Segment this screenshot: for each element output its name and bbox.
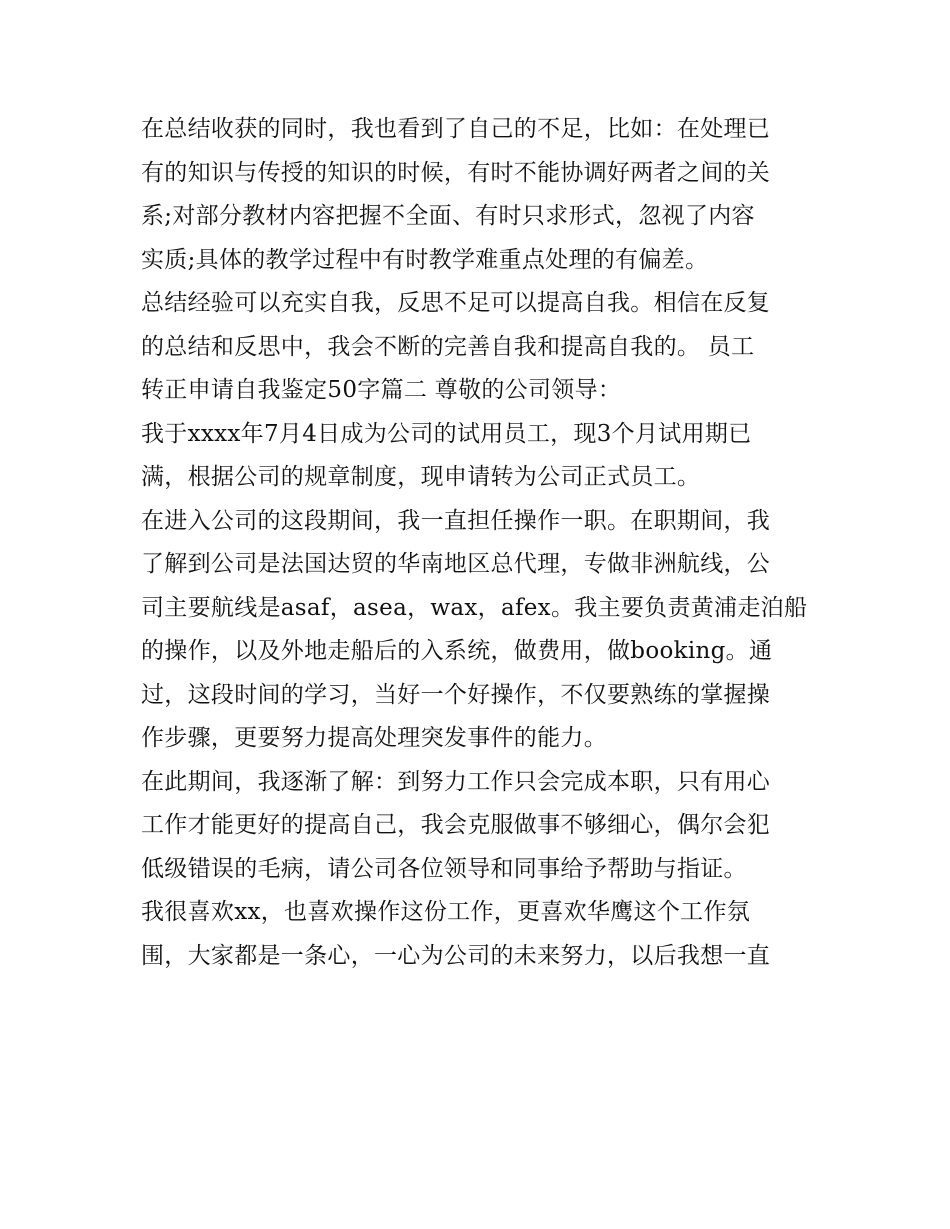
- text-line: 司主要航线是asaf，asea，wax，afex。我主要负责黄浦走泊船: [141, 594, 808, 621]
- text-line: 了解到公司是法国达贸的华南地区总代理，专做非洲航线，公: [141, 551, 771, 577]
- text-line: 满，根据公司的规章制度，现申请转为公司正式员工。: [141, 464, 701, 490]
- text-line: 的总结和反思中，我会不断的完善自我和提高自我的。 员工: [141, 333, 755, 360]
- text-line: 我很喜欢xx，也喜欢操作这份工作，更喜欢华鹰这个工作氛: [141, 899, 751, 925]
- text-line: 在此期间，我逐渐了解：到努力工作只会完成本职，只有用心: [141, 768, 771, 795]
- text-line: 系;对部分教材内容把握不全面、有时只求形式，忽视了内容: [141, 203, 755, 229]
- text-line: 的操作，以及外地走船后的入系统，做费用，做booking。通: [141, 638, 773, 664]
- text-line: 我于xxxx年7月4日成为公司的试用员工，现3个月试用期已: [141, 420, 752, 447]
- text-line: 低级错误的毛病，请公司各位领导和同事给予帮助与指证。: [141, 855, 747, 882]
- text-line: 在总结收获的同时，我也看到了自己的不足，比如：在处理已: [141, 116, 771, 142]
- text-line: 围，大家都是一条心，一心为公司的未来努力，以后我想一直: [141, 942, 771, 969]
- text-line: 在进入公司的这段期间，我一直担任操作一职。在职期间，我: [141, 507, 771, 534]
- text-line: 有的知识与传授的知识的时候，有时不能协调好两者之间的关: [141, 159, 771, 186]
- text-line: 转正申请自我鉴定50字篇二 尊敬的公司领导：: [141, 377, 622, 403]
- text-line: 实质;具体的教学过程中有时教学难重点处理的有偏差。: [141, 246, 709, 273]
- text-line: 过，这段时间的学习，当好一个好操作，不仅要熟练的掌握操: [141, 681, 771, 708]
- text-line: 总结经验可以充实自我，反思不足可以提高自我。相信在反复: [141, 290, 771, 316]
- text-line: 工作才能更好的提高自己，我会克服做事不够细心，偶尔会犯: [141, 812, 771, 838]
- text-line: 作步骤，更要努力提高处理突发事件的能力。: [141, 725, 607, 751]
- document-body: [141, 108, 821, 978]
